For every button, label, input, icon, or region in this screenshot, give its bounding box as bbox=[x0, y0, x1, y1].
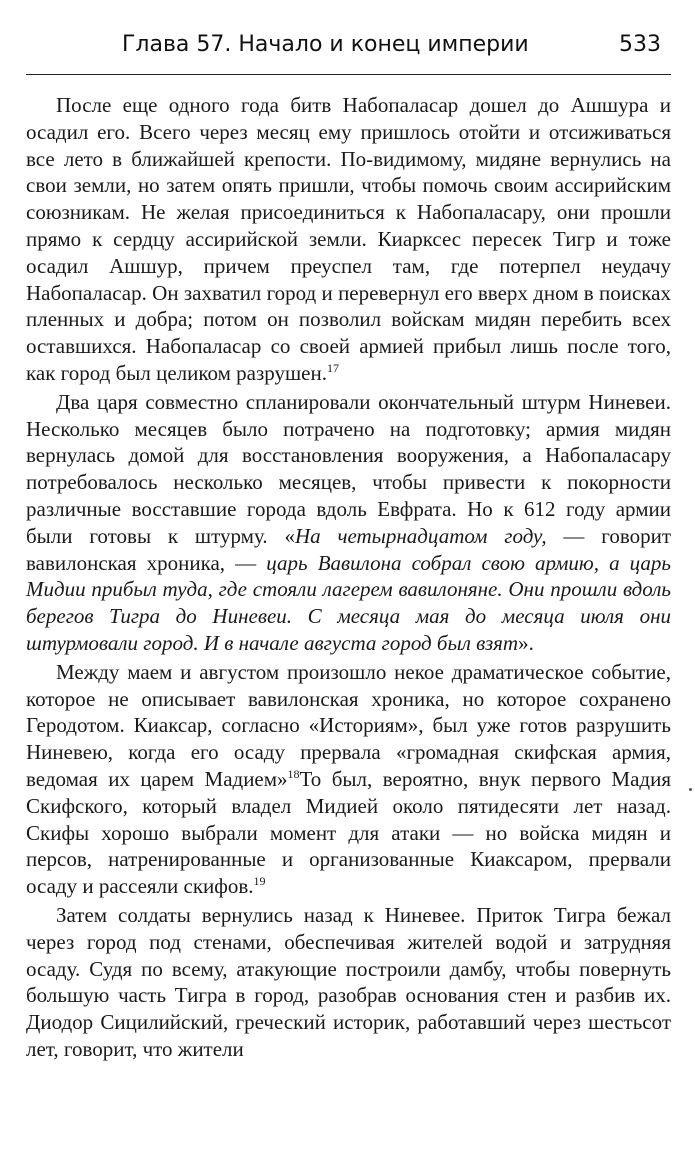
paragraph-3 bbox=[26, 659, 671, 900]
quote-attribution: — говорит вавилонская хроника, — bbox=[26, 523, 672, 575]
scan-speck bbox=[689, 788, 692, 791]
footnote-ref-17: 17 bbox=[326, 360, 339, 375]
paragraph-2 bbox=[26, 389, 671, 657]
paragraph-3-tail: То был, вероятно, внук первого Мадия Скифского, который владел Мидией около пятидесяти лет назад. Скифы хорошо выбрали момент для атаки — но войска мидян и персов, натренированные и организованные Киаксаром, прервали осаду и рассеяли скифов. bbox=[26, 766, 671, 899]
body-text bbox=[26, 92, 671, 1063]
header-rule bbox=[26, 74, 671, 75]
chapter-title: Глава 57. Начало и конец империи bbox=[122, 32, 529, 57]
paragraph-4 bbox=[26, 902, 671, 1063]
chronicle-quote-part-1: На четырнадцатом году, bbox=[294, 523, 547, 548]
paragraph-2-text: Два царя совместно спланировали окончательный штурм Ниневеи. Несколько месяцев было потрачено на подготовку; армия мидян вернулась домой для восстановления вооружения, а Набопаласару потребовалось несколько месяцев, чтобы привести к покорности различные восставшие города вдоль Евфрата. Но к 612 году армии были готовы к штурму. « bbox=[26, 389, 671, 548]
running-head bbox=[26, 30, 671, 70]
chronicle-quote-part-2: царь Вавилона собрал свою армию, а царь Мидии прибыл туда, где стояли лагерем вавилоняне. Они прошли вдоль берегов Тигра до Ниневеи. С месяца мая до месяца июля они штурмовали город. И в начале августа город был взят bbox=[26, 550, 671, 655]
quote-close: ». bbox=[518, 630, 534, 655]
paragraph-1-text: После еще одного года битв Набопаласар дошел до Ашшура и осадил его. Всего через месяц ему пришлось отойти и отсиживаться все лето в ближайшей крепости. По-видимому, мидяне вернулись на свои земли, но затем опять пришли, чтобы помочь своим ассирийским союзникам. Не желая присоединиться к Набопаласару, они прошли прямо к сердцу ассирийской земли. Киарксес пересек Тигр и тоже осадил Ашшур, причем преуспел там, где потерпел неудачу Набопаласар. Он захватил город и перевернул его вверх дном в поисках пленных и добра; потом он позволил войскам мидян перебить всех оставшихся. Набопаласар со своей армией прибыл лишь после того, как город был целиком разрушен. bbox=[26, 93, 671, 385]
page-number: 533 bbox=[619, 32, 661, 57]
paragraph-3-text: Между маем и августом произошло некое драматическое событие, которое не описывает вавилонская хроника, но которое сохранено Геродотом. Киаксар, согласно «Историям», был уже готов разрушить Ниневею, когда его осаду прервала «громадная скифская армия, ведомая их царем Мадием» bbox=[26, 659, 671, 791]
paragraph-4-text: Затем солдаты вернулись назад к Ниневее. Приток Тигра бежал через город под стенами, обеспечивая жителей водой и затрудняя осаду. Судя по всему, атакующие построили дамбу, чтобы повернуть большую часть Тигра в город, разобрав основания стен и разбив их. Диодор Сицилийский, греческий историк, работавший через шестьсот лет, говорит, что жители bbox=[26, 902, 671, 1061]
paragraph-1 bbox=[26, 92, 671, 387]
footnote-ref-19: 19 bbox=[253, 874, 266, 889]
footnote-ref-18: 18 bbox=[287, 766, 300, 781]
